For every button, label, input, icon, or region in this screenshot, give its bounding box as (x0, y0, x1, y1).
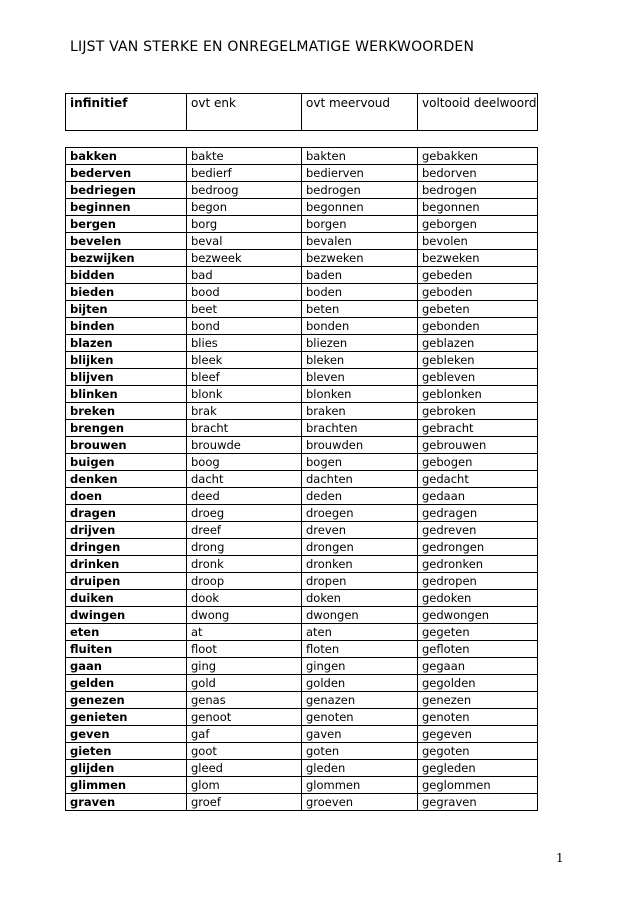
ovt-meervoud-cell: bevalen (302, 233, 418, 250)
ovt-meervoud-cell: gleden (302, 760, 418, 777)
infinitief-cell: druipen (66, 573, 187, 590)
ovt-enk-cell: bond (187, 318, 302, 335)
table-row (66, 539, 538, 556)
ovt-enk-cell: bracht (187, 420, 302, 437)
voltooid-deelwoord-cell: gedreven (418, 522, 538, 539)
infinitief-cell: duiken (66, 590, 187, 607)
infinitief-cell: breken (66, 403, 187, 420)
header-ovt-meervoud: ovt meervoud (302, 94, 418, 131)
ovt-enk-cell: bad (187, 267, 302, 284)
voltooid-deelwoord-cell: geborgen (418, 216, 538, 233)
ovt-meervoud-cell: blonken (302, 386, 418, 403)
page-title: LIJST VAN STERKE EN ONREGELMATIGE WERKWOORDEN (70, 39, 475, 55)
infinitief-cell: gaan (66, 658, 187, 675)
table-row (66, 743, 538, 760)
ovt-meervoud-cell: dropen (302, 573, 418, 590)
table-row (66, 182, 538, 199)
ovt-meervoud-cell: deden (302, 488, 418, 505)
ovt-meervoud-cell: genazen (302, 692, 418, 709)
ovt-meervoud-cell: beten (302, 301, 418, 318)
voltooid-deelwoord-cell: geglommen (418, 777, 538, 794)
table-row (66, 624, 538, 641)
ovt-enk-cell: brak (187, 403, 302, 420)
ovt-meervoud-cell: floten (302, 641, 418, 658)
ovt-meervoud-cell: bleken (302, 352, 418, 369)
ovt-enk-cell: deed (187, 488, 302, 505)
table-row (66, 369, 538, 386)
ovt-enk-cell: goot (187, 743, 302, 760)
infinitief-cell: graven (66, 794, 187, 811)
ovt-enk-cell: dronk (187, 556, 302, 573)
ovt-meervoud-cell: drongen (302, 539, 418, 556)
infinitief-cell: glimmen (66, 777, 187, 794)
infinitief-cell: bakken (66, 148, 187, 165)
table-row (66, 556, 538, 573)
ovt-meervoud-cell: droegen (302, 505, 418, 522)
ovt-enk-cell: beval (187, 233, 302, 250)
infinitief-cell: brouwen (66, 437, 187, 454)
ovt-meervoud-cell: bliezen (302, 335, 418, 352)
table-row (66, 471, 538, 488)
ovt-enk-cell: beet (187, 301, 302, 318)
table-row (66, 352, 538, 369)
table-row (66, 794, 538, 811)
header-table (65, 93, 538, 131)
voltooid-deelwoord-cell: bedorven (418, 165, 538, 182)
voltooid-deelwoord-cell: bedrogen (418, 182, 538, 199)
ovt-meervoud-cell: gingen (302, 658, 418, 675)
ovt-meervoud-cell: dronken (302, 556, 418, 573)
table-row (66, 522, 538, 539)
voltooid-deelwoord-cell: gebleken (418, 352, 538, 369)
table-row (66, 284, 538, 301)
ovt-meervoud-cell: bleven (302, 369, 418, 386)
table-row (66, 505, 538, 522)
ovt-enk-cell: blies (187, 335, 302, 352)
ovt-meervoud-cell: genoten (302, 709, 418, 726)
voltooid-deelwoord-cell: begonnen (418, 199, 538, 216)
ovt-meervoud-cell: groeven (302, 794, 418, 811)
verb-table-body (66, 148, 538, 811)
table-row (66, 675, 538, 692)
ovt-enk-cell: bleek (187, 352, 302, 369)
table-row (66, 301, 538, 318)
table-row (66, 607, 538, 624)
voltooid-deelwoord-cell: gebleven (418, 369, 538, 386)
voltooid-deelwoord-cell: gefloten (418, 641, 538, 658)
ovt-meervoud-cell: bedierven (302, 165, 418, 182)
voltooid-deelwoord-cell: gedrongen (418, 539, 538, 556)
ovt-enk-cell: borg (187, 216, 302, 233)
voltooid-deelwoord-cell: gedaan (418, 488, 538, 505)
voltooid-deelwoord-cell: geblazen (418, 335, 538, 352)
table-row (66, 726, 538, 743)
voltooid-deelwoord-cell: gedronken (418, 556, 538, 573)
header-ovt-enk: ovt enk (187, 94, 302, 131)
table-row (66, 216, 538, 233)
ovt-meervoud-cell: bedrogen (302, 182, 418, 199)
ovt-meervoud-cell: braken (302, 403, 418, 420)
ovt-meervoud-cell: bakten (302, 148, 418, 165)
ovt-meervoud-cell: brachten (302, 420, 418, 437)
table-row (66, 658, 538, 675)
voltooid-deelwoord-cell: bezweken (418, 250, 538, 267)
table-row (66, 250, 538, 267)
voltooid-deelwoord-cell: genoten (418, 709, 538, 726)
infinitief-cell: bijten (66, 301, 187, 318)
table-row (66, 148, 538, 165)
infinitief-cell: dragen (66, 505, 187, 522)
infinitief-cell: eten (66, 624, 187, 641)
voltooid-deelwoord-cell: gebeten (418, 301, 538, 318)
voltooid-deelwoord-cell: gegraven (418, 794, 538, 811)
ovt-meervoud-cell: begonnen (302, 199, 418, 216)
ovt-enk-cell: ging (187, 658, 302, 675)
infinitief-cell: glijden (66, 760, 187, 777)
ovt-enk-cell: genoot (187, 709, 302, 726)
ovt-enk-cell: groef (187, 794, 302, 811)
ovt-meervoud-cell: boden (302, 284, 418, 301)
ovt-enk-cell: bleef (187, 369, 302, 386)
ovt-enk-cell: droop (187, 573, 302, 590)
table-row (66, 709, 538, 726)
ovt-enk-cell: blonk (187, 386, 302, 403)
ovt-meervoud-cell: bonden (302, 318, 418, 335)
ovt-enk-cell: at (187, 624, 302, 641)
infinitief-cell: bedriegen (66, 182, 187, 199)
table-row (66, 590, 538, 607)
ovt-enk-cell: dwong (187, 607, 302, 624)
verb-table (65, 147, 538, 811)
table-row (66, 335, 538, 352)
header-row (66, 94, 538, 131)
ovt-meervoud-cell: aten (302, 624, 418, 641)
ovt-enk-cell: dacht (187, 471, 302, 488)
voltooid-deelwoord-cell: gebroken (418, 403, 538, 420)
voltooid-deelwoord-cell: gegolden (418, 675, 538, 692)
ovt-enk-cell: glom (187, 777, 302, 794)
table-row (66, 199, 538, 216)
ovt-meervoud-cell: bogen (302, 454, 418, 471)
voltooid-deelwoord-cell: gegleden (418, 760, 538, 777)
ovt-meervoud-cell: doken (302, 590, 418, 607)
infinitief-cell: bidden (66, 267, 187, 284)
infinitief-cell: binden (66, 318, 187, 335)
voltooid-deelwoord-cell: genezen (418, 692, 538, 709)
infinitief-cell: blijken (66, 352, 187, 369)
voltooid-deelwoord-cell: geboden (418, 284, 538, 301)
infinitief-cell: blijven (66, 369, 187, 386)
ovt-enk-cell: brouwde (187, 437, 302, 454)
infinitief-cell: bieden (66, 284, 187, 301)
voltooid-deelwoord-cell: gedwongen (418, 607, 538, 624)
voltooid-deelwoord-cell: geblonken (418, 386, 538, 403)
ovt-meervoud-cell: borgen (302, 216, 418, 233)
ovt-enk-cell: dook (187, 590, 302, 607)
voltooid-deelwoord-cell: gebakken (418, 148, 538, 165)
ovt-enk-cell: drong (187, 539, 302, 556)
ovt-enk-cell: genas (187, 692, 302, 709)
table-row (66, 318, 538, 335)
infinitief-cell: buigen (66, 454, 187, 471)
table-row (66, 488, 538, 505)
ovt-enk-cell: bakte (187, 148, 302, 165)
infinitief-cell: drijven (66, 522, 187, 539)
ovt-enk-cell: bezweek (187, 250, 302, 267)
voltooid-deelwoord-cell: gebrouwen (418, 437, 538, 454)
ovt-enk-cell: bedroog (187, 182, 302, 199)
table-row (66, 573, 538, 590)
ovt-enk-cell: dreef (187, 522, 302, 539)
infinitief-cell: bezwijken (66, 250, 187, 267)
ovt-meervoud-cell: dreven (302, 522, 418, 539)
infinitief-cell: fluiten (66, 641, 187, 658)
ovt-enk-cell: gleed (187, 760, 302, 777)
infinitief-cell: denken (66, 471, 187, 488)
voltooid-deelwoord-cell: gegeven (418, 726, 538, 743)
table-row (66, 760, 538, 777)
ovt-enk-cell: floot (187, 641, 302, 658)
ovt-enk-cell: gaf (187, 726, 302, 743)
infinitief-cell: drinken (66, 556, 187, 573)
header-infinitief: infinitief (66, 94, 187, 131)
infinitief-cell: brengen (66, 420, 187, 437)
ovt-meervoud-cell: goten (302, 743, 418, 760)
ovt-meervoud-cell: glommen (302, 777, 418, 794)
voltooid-deelwoord-cell: gedropen (418, 573, 538, 590)
ovt-enk-cell: bood (187, 284, 302, 301)
ovt-meervoud-cell: bezweken (302, 250, 418, 267)
table-row (66, 777, 538, 794)
infinitief-cell: gieten (66, 743, 187, 760)
infinitief-cell: bederven (66, 165, 187, 182)
table-row (66, 437, 538, 454)
voltooid-deelwoord-cell: gebonden (418, 318, 538, 335)
table-row (66, 233, 538, 250)
voltooid-deelwoord-cell: gedoken (418, 590, 538, 607)
voltooid-deelwoord-cell: gebeden (418, 267, 538, 284)
infinitief-cell: gelden (66, 675, 187, 692)
voltooid-deelwoord-cell: gegoten (418, 743, 538, 760)
voltooid-deelwoord-cell: bevolen (418, 233, 538, 250)
table-row (66, 165, 538, 182)
ovt-meervoud-cell: baden (302, 267, 418, 284)
infinitief-cell: blazen (66, 335, 187, 352)
infinitief-cell: genieten (66, 709, 187, 726)
infinitief-cell: doen (66, 488, 187, 505)
header-voltooid-deelwoord: voltooid deelwoord (418, 94, 538, 131)
table-row (66, 420, 538, 437)
ovt-meervoud-cell: golden (302, 675, 418, 692)
ovt-enk-cell: begon (187, 199, 302, 216)
table-row (66, 386, 538, 403)
voltooid-deelwoord-cell: gegeten (418, 624, 538, 641)
infinitief-cell: blinken (66, 386, 187, 403)
ovt-enk-cell: droeg (187, 505, 302, 522)
voltooid-deelwoord-cell: gedragen (418, 505, 538, 522)
infinitief-cell: bergen (66, 216, 187, 233)
ovt-meervoud-cell: dwongen (302, 607, 418, 624)
infinitief-cell: dwingen (66, 607, 187, 624)
voltooid-deelwoord-cell: gebracht (418, 420, 538, 437)
infinitief-cell: beginnen (66, 199, 187, 216)
voltooid-deelwoord-cell: gedacht (418, 471, 538, 488)
ovt-meervoud-cell: gaven (302, 726, 418, 743)
table-row (66, 641, 538, 658)
table-row (66, 692, 538, 709)
table-row (66, 403, 538, 420)
voltooid-deelwoord-cell: gebogen (418, 454, 538, 471)
ovt-meervoud-cell: dachten (302, 471, 418, 488)
table-row (66, 267, 538, 284)
infinitief-cell: dringen (66, 539, 187, 556)
infinitief-cell: bevelen (66, 233, 187, 250)
page-number: 1 (556, 851, 564, 865)
ovt-meervoud-cell: brouwden (302, 437, 418, 454)
infinitief-cell: geven (66, 726, 187, 743)
ovt-enk-cell: boog (187, 454, 302, 471)
table-row (66, 454, 538, 471)
infinitief-cell: genezen (66, 692, 187, 709)
ovt-enk-cell: bedierf (187, 165, 302, 182)
voltooid-deelwoord-cell: gegaan (418, 658, 538, 675)
ovt-enk-cell: gold (187, 675, 302, 692)
